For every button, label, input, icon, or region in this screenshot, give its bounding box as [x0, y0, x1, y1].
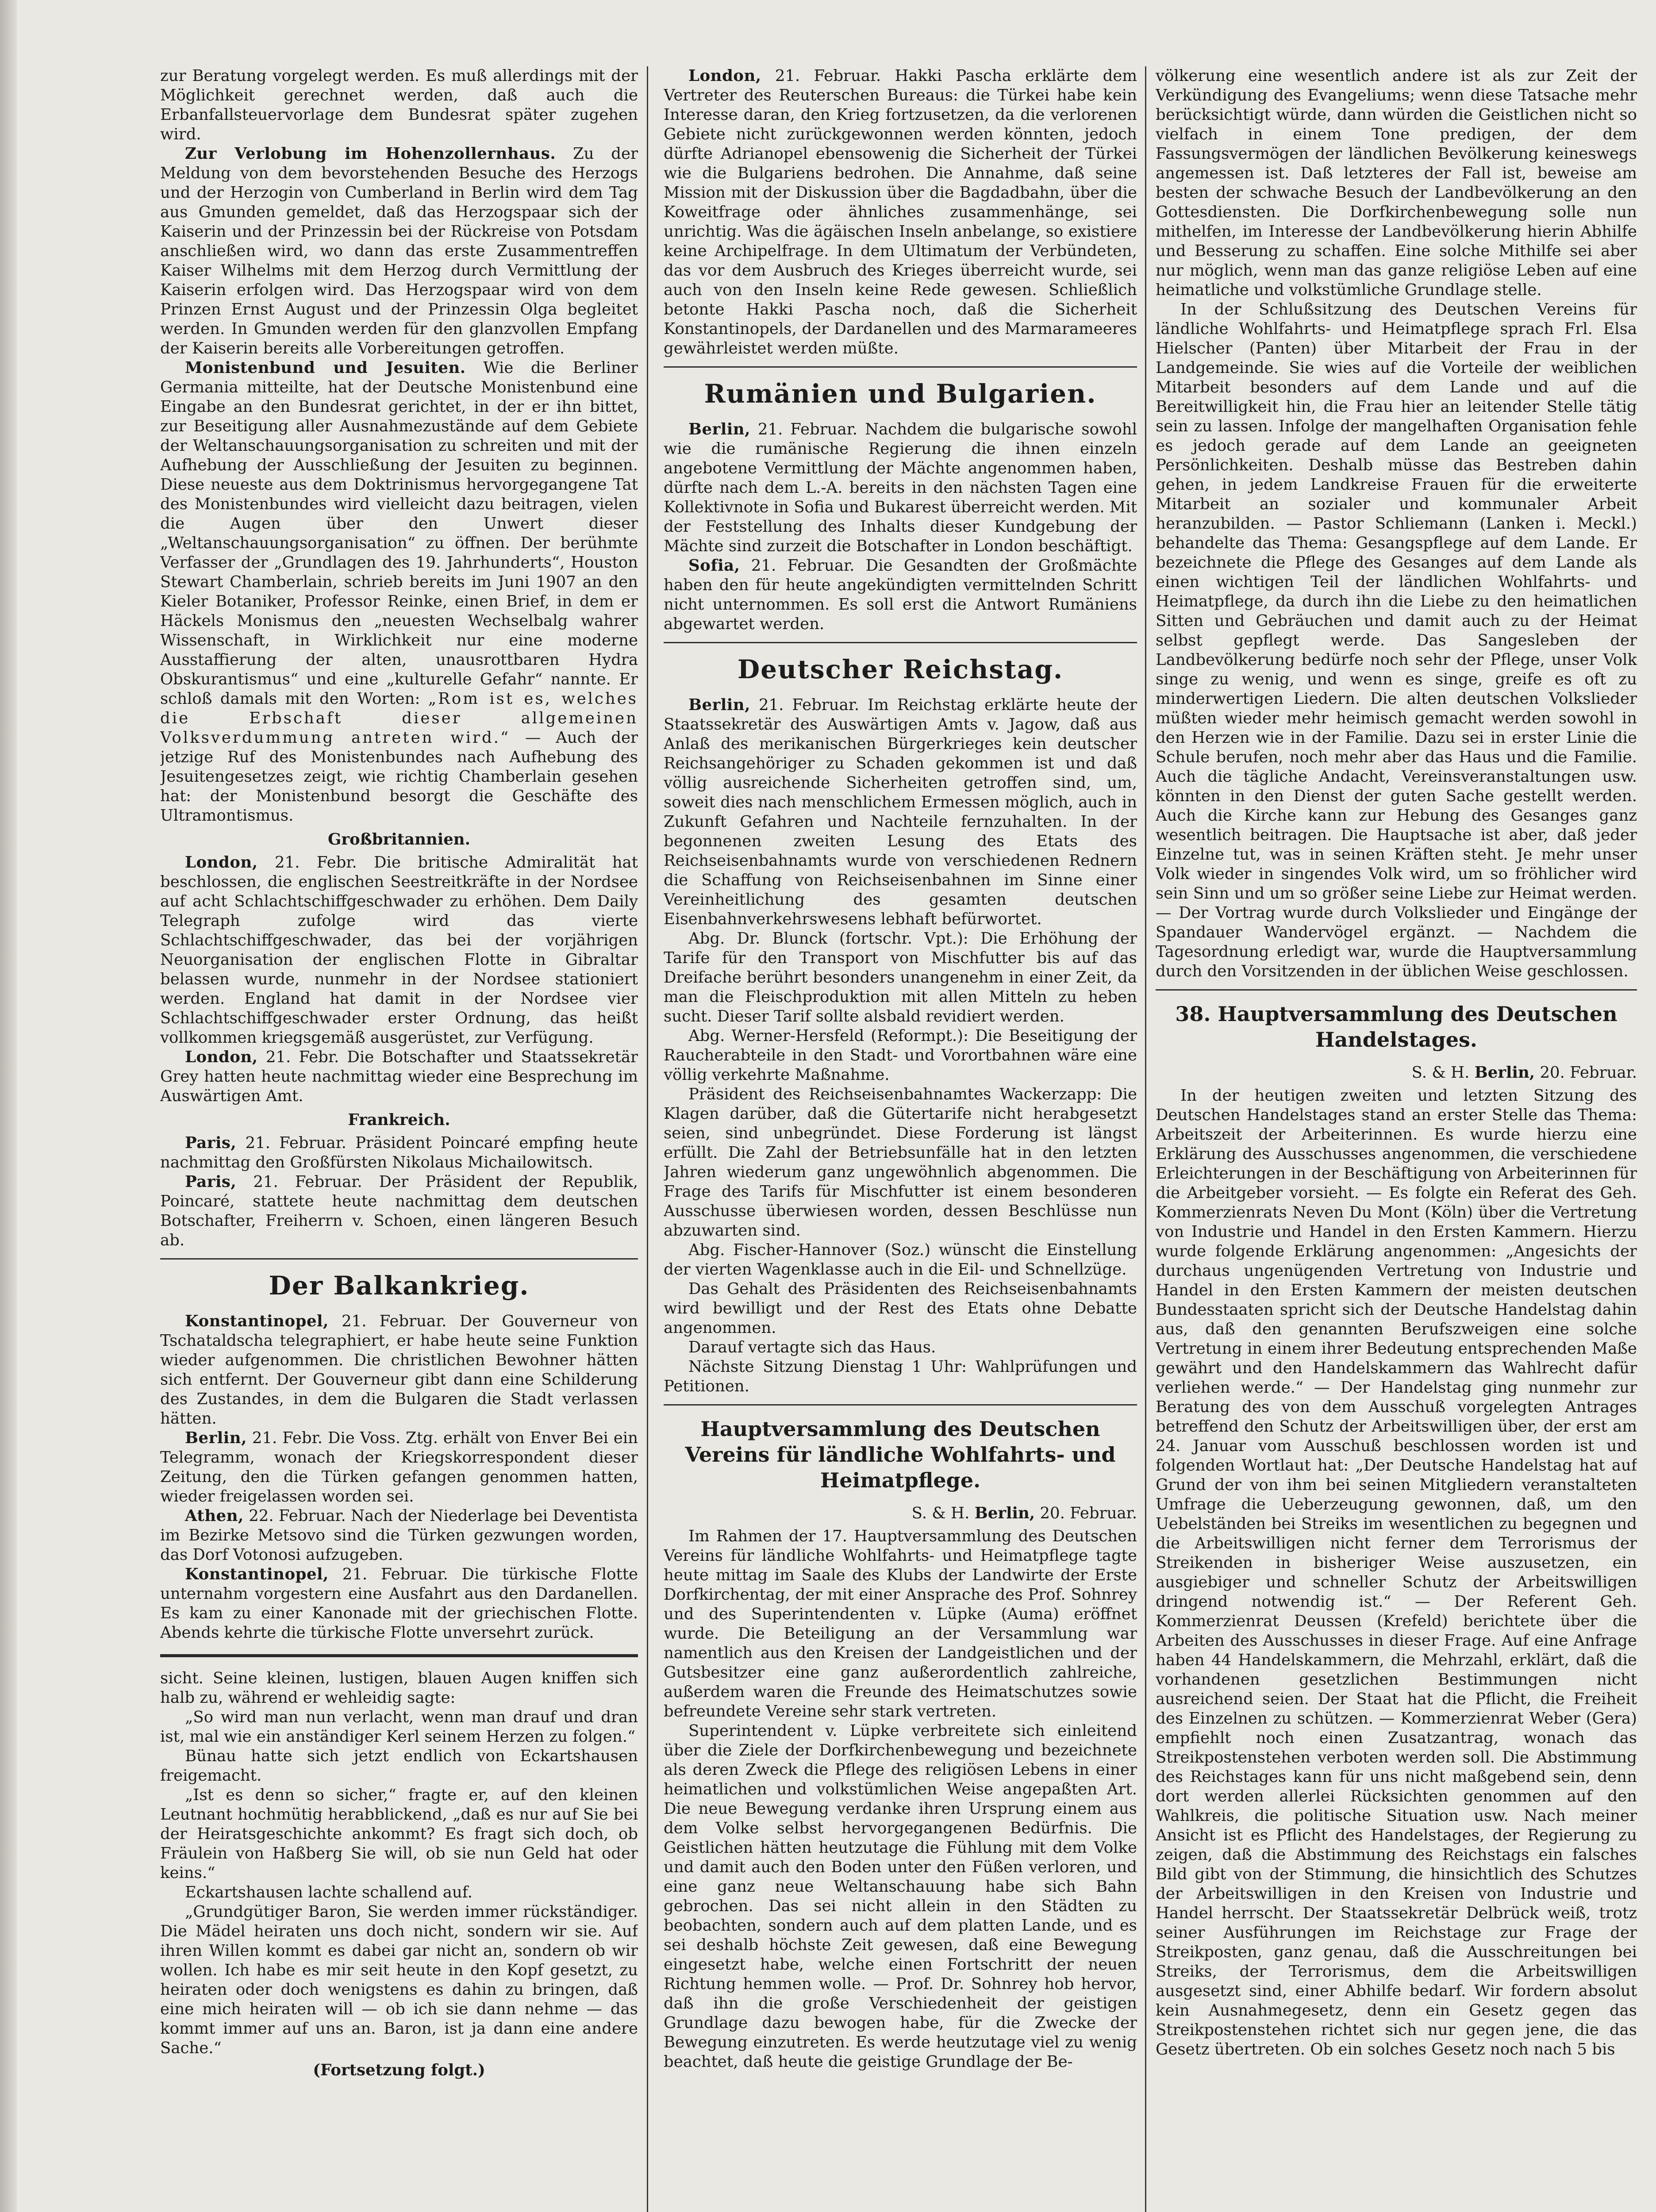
dateline-place: Berlin,	[974, 1504, 1035, 1522]
dateline	[1156, 1063, 1637, 1083]
dateline-place: Sofia,	[688, 557, 740, 575]
paragraph: Nächste Sitzung Dienstag 1 Uhr: Wahlprüfungen und Petitionen.	[664, 1358, 1137, 1395]
column-rule	[647, 66, 648, 2212]
news-text: 21. Febr. Die Botschafter und Staatssekretär Grey hatten heute nachmittag wieder eine Besprechung im Auswärtigen Amt.	[160, 1048, 638, 1105]
news-item	[160, 1133, 638, 1172]
news-item	[664, 420, 1137, 556]
article-text: Zu der Meldung von dem bevorstehenden Besuche des Herzogs und der Herzogin von Cumberland in Berlin wird dem Tag aus Gmunden gemeldet, daß das Herzogspaar sich der Kaiserin und der Prinzessin bei der Rückreise von Potsdam anschließen wird, wo dann das erste Zusammentreffen Kaiser Wilhelms mit dem Herzog durch Vermittlung der Kaiserin erfolgen wird. Das Herzogspaar wird von dem Prinzen Ernst August und der Prinzessin Olga begleitet werden. In Gmunden werden für den glanzvollen Empfang der Kaiserin bereits alle Vorbereitungen getroffen.	[160, 145, 638, 357]
news-text: 21. Februar. Im Reichstag erklärte heute der Staatssekretär des Auswärtigen Amts v. Jagow, daß aus Anlaß des merikanischen Bürgerkrieges kein deutscher Reichsangehöriger zu Schaden gekommen ist und daß völlig ausreichende Sicherheiten getroffen sind, um, soweit dies nach menschlichem Ermessen möglich, auch in Zukunft Gefahren und Nachteile fernzuhalten. In der begonnenen zweiten Lesung des Etats des Reichseisenbahnamts wurde von verschiedenen Rednern die Schaffung von Reichseisenbahnen im Sinne einer Vereinheitlichung des gesamten deutschen Eisenbahnverkehrswesens lebhaft befürwortet.	[664, 696, 1137, 928]
novel-paragraph: sicht. Seine kleinen, lustigen, blauen Augen kniffen sich halb zu, während er wehleidig sagte:	[160, 1669, 638, 1707]
dateline-place: Berlin,	[688, 696, 750, 714]
headline-rumaenien: Rumänien und Bulgarien.	[704, 379, 1097, 409]
paragraph: völkerung eine wesentlich andere ist als zur Zeit der Verkündigung des Evangeliums; wenn diese Tatsache mehr berücksichtigt würde, dann würden die Geistlichen nicht so vielfach in einem Tone predigen, der dem Fassungsvermögen der ländlichen Bevölkerung keineswegs angemessen ist. Daß letzteres der Fall ist, beweise am besten der schwache Besuch der Landbevölkerung an den Gottesdiensten. Die Dorfkirchenbewegung solle nun mithelfen, im Interesse der Landbevölkerung hierin Abhilfe und Besserung zu schaffen. Eine solche Mithilfe sei aber nur möglich, wenn man das ganze religiöse Leben auf eine heimatliche und volkstümliche Grundlage stelle.	[1156, 67, 1637, 299]
news-item	[664, 695, 1137, 929]
news-item	[160, 1048, 638, 1106]
news-item	[160, 1312, 638, 1429]
article-monisten	[160, 358, 638, 826]
divider	[160, 1258, 638, 1260]
column-3	[1156, 66, 1637, 2212]
headline-balkankrieg: Der Balkankrieg.	[269, 1271, 530, 1301]
news-text: 21. Februar. Der Gouverneur von Tschataldscha telegraphiert, er habe heute seine Funktion wieder aufgenommen. Die christlichen Bewohner hätten sich entfernt. Der Gouverneur gibt dann eine Schilderung des Zustandes, in dem die Bulgaren die Stadt verlassen hätten.	[160, 1312, 638, 1428]
dateline	[664, 1504, 1137, 1523]
section-heading-gb: Großbritannien.	[328, 830, 470, 849]
news-text: 21. Februar. Der Präsident der Republik, Poincaré, stattete heute nachmittag dem deutschen Botschafter, Freiherrn v. Schoen, einen längeren Besuch ab.	[160, 1173, 638, 1249]
dateline-place: Paris,	[185, 1134, 237, 1152]
paragraph: Im Rahmen der 17. Hauptversammlung des Deutschen Vereins für ländliche Wohlfahrts- und Heimatpflege tagte heute mittag im Saale des Klubs der Landwirte der Erste Dorfkirchentag, der mit einer Ansprache des Prof. Sohnrey und des Superintendenten v. Lüpke (Auma) eröffnet wurde. Die Beteiligung an der Versammlung war namentlich aus den Kreisen der Landgeistlichen und der Gutsbesitzer eine ganz außerordentlich zahlreiche, außerdem waren die Freunde des Heimatschutzes sowie befreundete Vereine sehr stark vertreten.	[664, 1527, 1137, 1720]
column-rule	[1145, 66, 1146, 2212]
dateline-place: Paris,	[185, 1173, 237, 1191]
novel-paragraph: Bünau hatte sich jetzt endlich von Eckartshausen freigemacht.	[160, 1747, 638, 1785]
article-verlobung	[160, 144, 638, 358]
news-text: 21. Februar. Nachdem die bulgarische sowohl wie die rumänische Regierung die ihnen einzeln angebotene Vermittlung der Mächte angenommen haben, dürfte nach dem L.-A. bereits in den nächsten Tagen eine Kollektivnote in Sofia und Bukarest überreicht werden. Mit der Feststellung des Inhalts dieser Kundgebung der Mächte sind zurzeit die Botschafter in London beschäftigt.	[664, 420, 1137, 555]
page-edge-shadow	[0, 0, 17, 2212]
novel-paragraph: „Grundgütiger Baron, Sie werden immer rückständiger. Die Mädel heiraten uns doch nicht, sondern wir sie. Auf ihren Willen kommt es dabei gar nicht an, sondern ob wir wollen. Ich habe es mir seit heute in den Kopf gesetzt, zu heiraten oder doch wenigstens es dahin zu bringen, daß eine mich heiraten will — ob ich sie dann nehme — das kommt immer auf uns an. Baron, ist ja dann eine andere Sache.“	[160, 1903, 638, 2057]
paragraph: In der Schlußsitzung des Deutschen Vereins für ländliche Wohlfahrts- und Heimatpflege sprach Frl. Elsa Hielscher (Panten) über Mitarbeit der Frau in der Landgemeinde. Sie wies auf die Vorteile der weiblichen Mitarbeit besonders auf dem Lande und auf die Bereitwilligkeit hin, die Frau hier an leitender Stelle tätig sein zu lassen. Infolge der mangelhaften Organisation fehle es jedoch gerade auf dem Lande an geeigneten Persönlichkeiten. Deshalb müsse das Bestreben dahin gehen, in jedem Landkreise Frauen für die erweiterte Mitarbeit an sozialer und kommunaler Arbeit heranzubilden. — Pastor Schliemann (Lanken i. Meckl.) behandelte das Thema: Gesangspflege auf dem Lande. Er bezeichnete die Pflege des Gesanges auf dem Lande als einen wichtigen Teil der ländlichen Wohlfahrts- und Heimatpflege, da durch ihn die Liebe zu den heimatlichen Sitten und Gebräuchen und damit auch zu der Heimat selbst gepflegt werde. Das Sangesleben der Landbevölkerung bedürfe noch sehr der Pflege, unser Volk singe zu wenig, und wenn es singe, greife es oft zu minderwertigen Liedern. Die alten deutschen Volkslieder müßten wieder mehr heimisch gemacht werden sowohl in den Herzen wie in der Familie. Dazu sei in erster Linie die Schule berufen, noch mehr aber das Haus und die Familie. Auch die tägliche Andacht, Vereinsveranstaltungen usw. könnten in den Dienst der guten Sache gestellt werden. Auch die Kirche kann zur Hebung des Gesanges ganz wesentlich beitragen. Die Hauptsache ist aber, daß jeder Einzelne tut, was in seinen Kräften steht. Je mehr unser Volk wieder in singendes Volk wird, um so fröhlicher wird sein Sinn und um so größer seine Liebe zur Heimat werden. — Der Vortrag wurde durch Volkslieder und Eingänge der Spandauer Wandervögel ergänzt. — Nachdem die Tagesordnung erledigt war, wurde die Hauptversammlung durch den Vorsitzenden in der üblichen Weise geschlossen.	[1156, 300, 1637, 980]
article-lead: Monistenbund und Jesuiten.	[185, 359, 466, 377]
article-text: Wie die Berliner Germania mitteilte, hat der Deutsche Monistenbund eine Eingabe an den Bundesrat gerichtet, in der er ihn bittet, zur Beseitigung aller Ausnahmezustände auf dem Gebiete der Weltanschauungsorganisation zu schreiten und mit der Aufhebung der Ausschließung der Jesuiten zu beginnen. Diese neueste aus dem Doktrinismus hervorgegangene Tat des Monistenbundes wird vielleicht dazu beitragen, vielen die Augen über den Unwert dieser „Weltanschauungsorganisation“ zu öffnen. Der berühmte Verfasser der „Grundlagen des 19. Jahrhunderts“, Houston Stewart Chamberlain, schrieb bereits im Juni 1907 an den Kieler Botaniker, Professor Reinke, einen Brief, in dem er Häckels Monismus den „neuesten Wechselbalg wahrer Wissenschaft, in Wirklichkeit nur eine moderne Ausstaffierung der alten, unausrottbaren Hydra Obskurantismus“ und eine „kulturelle Gefahr“ nannte. Er schloß damals mit den Worten:	[160, 359, 638, 708]
news-text: 21. Februar. Hakki Pascha erklärte dem Vertreter des Reuterschen Bureaus: die Türkei habe kein Interesse daran, den Krieg fortzusetzen, da die verlorenen Gebiete nicht zurückgewonnen werden könnten, jedoch dürfte Adrianopel ebensowenig die Sicherheit der Türkei wie die Bulgariens bedrohen. Die Annahme, daß seine Mission mit der Diskussion über die Bagdadbahn, über die Koweitfrage oder ähnliches zusammenhänge, sei unrichtig. Was die ägäischen Inseln anbelange, so existiere keine Archipelfrage. In dem Ultimatum der Verbündeten, das vor dem Ausbruch des Krieges überreicht wurde, sei auch von den Inseln keine Rede gewesen. Schließlich betonte Hakki Pascha noch, daß die Sicherheit Konstantinopels, der Dardanellen und des Marmarameeres gewährleistet werden müßte.	[664, 67, 1137, 357]
section-heading-fr: Frankreich.	[348, 1111, 450, 1129]
dateline-place: Konstantinopel,	[185, 1565, 329, 1583]
divider	[664, 1404, 1137, 1406]
article-lead: Zur Verlobung im Hohenzollernhaus.	[185, 145, 556, 163]
news-text: 21. Febr. Die Voss. Ztg. erhält von Enver Bei ein Telegramm, wonach der Kriegskorrespondent dieser Zeitung, den die Türken gefangen genommen hatten, wieder freigelassen worden sei.	[160, 1429, 638, 1505]
dateline-date: 20. Februar.	[1540, 1064, 1637, 1082]
paragraph: Abg. Fischer-Hannover (Soz.) wünscht die Einstellung der vierten Wagenklasse auch in die Eil- und Schnellzüge.	[664, 1241, 1137, 1279]
news-item	[160, 853, 638, 1048]
dateline-place: Konstantinopel,	[185, 1312, 329, 1330]
paragraph: Das Gehalt des Präsidenten des Reichseisenbahnamts wird bewilligt und der Rest des Etats ohne Debatte angenommen.	[664, 1280, 1137, 1337]
novel-paragraph: „So wird man nun verlacht, wenn man drauf und dran ist, mal wie ein anständiger Kerl seinem Herzen zu folgen.“	[160, 1708, 638, 1746]
paragraph: Präsident des Reichseisenbahnamtes Wackerzapp: Die Klagen darüber, daß die Gütertarife nicht herabgesetzt seien, sind unbegründet. Diese Forderung ist längst erfüllt. Die Zahl der Betriebsunfälle hat in den letzten Jahren wiederum ganz ungewöhnlich abgenommen. Die Frage des Tarifs für Mischfutter ist einem besonderen Ausschusse überwiesen worden, dessen Beschlüsse nun abzuwarten sind.	[664, 1085, 1137, 1240]
novel-paragraph: Eckartshausen lachte schallend auf.	[185, 1883, 473, 1901]
article-text: — Auch der jetzige Ruf des Monistenbundes nach Aufhebung des Jesuitengesetzes zeigt, wie richtig Chamberlain gesehen hat: der Monistenbund besorgt die Geschäfte des Ultramontismus.	[160, 729, 638, 825]
divider	[664, 642, 1137, 643]
dateline-place: Berlin,	[688, 420, 750, 438]
news-text: 21. Februar. Die Gesandten der Großmächte haben den für heute angekündigten vermittelnden Schritt nicht unternommen. Es soll erst die Antwort Rumäniens abgewartet werden.	[664, 557, 1137, 633]
dateline-place: Berlin,	[185, 1429, 247, 1447]
paragraph: Abg. Dr. Blunck (fortschr. Vpt.): Die Erhöhung der Tarife für den Transport von Mischfutter bis auf das Dreifache berührt besonders unangenehm in einer Zeit, da man die Fleischproduktion mit allen Mitteln zu heben sucht. Dieser Tarif sollte alsbald revidiert werden.	[664, 929, 1137, 1025]
news-text: 21. Februar. Die türkische Flotte unternahm vorgestern eine Ausfahrt aus den Dardanellen. Es kam zu einer Kanonade mit der griechischen Flotte. Abends kehrte die türkische Flotte unversehrt zurück.	[160, 1565, 638, 1642]
paragraph: In der heutigen zweiten und letzten Sitzung des Deutschen Handelstages stand an erster Stelle das Thema: Arbeitszeit der Arbeiterinnen. Es wurde hierzu eine Erklärung des Ausschusses angenommen, die verschiedene Erleichterungen in der Beschäftigung von Arbeiterinnen für die Arbeitgeber vorsieht. — Es folgte ein Referat des Geh. Kommerzienrats Neven Du Mont (Köln) über die Vertretung von Industrie und Handel in den Ersten Kammern. Hierzu wurde folgende Erklärung angenommen: „Angesichts der durchaus ungenügenden Vertretung von Industrie und Handel in den Ersten Kammern der meisten deutschen Bundesstaaten spricht sich der Deutsche Handelstag dahin aus, daß den genannten Berufszweigen eine solche Vertretung in einem ihrer Bedeutung entsprechenden Maße gewährt und den Handelskammern das Wahlrecht dafür verliehen werde.“ — Der Handelstag ging nunmehr zur Beratung des von dem Ausschuß vorgelegten Antrages betreffend den Schutz der Arbeitswilligen über, der erst am 24. Januar vom Ausschuß beschlossen worden ist und folgenden Wortlaut hat: „Der Deutsche Handelstag hat auf Grund der von ihm bei seinen Mitgliedern veranstalteten Umfrage die Ueberzeugung gewonnen, daß, um den Uebelständen bei Streiks im wesentlichen zu begegnen und die Arbeitswilligen nicht ferner dem Terrorismus der Streikenden in bisheriger Weise auszusetzen, ein ausgiebiger und schneller Schutz der Arbeitswilligen dringend notwendig ist.“ — Der Referent Geh. Kommerzienrat Deussen (Krefeld) berichtete über die Arbeiten des Ausschusses in dieser Frage. Auf eine Anfrage haben 44 Handelskammern, die Mehrzahl, erklärt, daß die vorhandenen gesetzlichen Bestimmungen nicht ausreichend seien. Der Staat hat die Pflicht, die Freiheit des Einzelnen zu schützen. — Kommerzienrat Weber (Gera) empfiehlt noch einen Zusatzantrag, wonach das Streikpostenstehen verboten werden soll. Die Abstimmung des Reichstages kann für uns nicht maßgebend sein, denn dort werden allerlei Rücksichten genommen auf den Wahlkreis, die politische Situation usw. Nach meiner Ansicht ist es Pflicht des Handelstages, der Regierung zu zeigen, daß die Abstimmung des Reichstags ein falsches Bild gibt von der Stimmung, die hinsichtlich des Schutzes der Arbeitswilligen in den Kreisen von Industrie und Handel herrscht. Der Staatssekretär Delbrück weiß, trotz seiner Ausführungen im Reichstage zur Frage der Streikposten, ganz genau, daß die Ausschreitungen bei Streiks, der Terrorismus, dem die Arbeitswilligen ausgesetzt sind, einer Abhilfe bedarf. Wir fordern absolut kein Ausnahmegesetz, denn ein Gesetz gegen das Streikpostenstehen richtet sich nur gegen jene, die das Gesetz übertreten. Ob ein solches Gesetz noch nach 5 bis	[1156, 1087, 1637, 2058]
divider	[1156, 989, 1637, 991]
news-item	[160, 1172, 638, 1250]
column-1	[160, 66, 638, 2212]
novel-paragraph: „Ist es denn so sicher,“ fragte er, auf den kleinen Leutnant hochmütig herabblickend, „daß es nur auf Sie bei der Heiratsgeschichte ankommt? Es fragt sich doch, ob Fräulein von Haßberg Sie will, ob sie nun Geld hat oder keins.“	[160, 1786, 638, 1882]
news-item	[160, 1565, 638, 1643]
news-text: 22. Februar. Nach der Niederlage bei Deventista im Bezirke Metsovo sind die Türken gezwungen worden, das Dorf Votonosi aufzugeben.	[160, 1507, 638, 1564]
news-item	[160, 1429, 638, 1506]
news-text: 21. Februar. Präsident Poincaré empfing heute nachmittag den Großfürsten Nikolaus Michailowitsch.	[160, 1134, 638, 1171]
news-item	[160, 1506, 638, 1565]
news-item	[664, 66, 1137, 358]
quote: „Rom ist es, welches die Erbschaft dieser allgemeinen Volksverdummung antreten wird.“	[160, 690, 638, 747]
dateline-place: London,	[688, 67, 761, 85]
continuation-note: (Fortsetzung folgt.)	[313, 2061, 485, 2079]
headline-reichstag: Deutscher Reichstag.	[737, 654, 1064, 684]
dateline-place: London,	[185, 1048, 258, 1066]
headline-hauptversammlung-verein: Hauptversammlung des Deutschen Vereins für ländliche Wohlfahrts- und Heimatpflege.	[685, 1417, 1116, 1492]
headline-handelstag: 38. Hauptversammlung des Deutschen Handelstages.	[1175, 1002, 1618, 1052]
dateline-place: London,	[185, 853, 258, 872]
dateline-source: S. & H.	[1411, 1064, 1470, 1082]
paragraph: Darauf vertagte sich das Haus.	[688, 1338, 936, 1356]
column-2	[664, 66, 1137, 2212]
news-item	[664, 556, 1137, 634]
dateline-place: Athen,	[185, 1507, 244, 1525]
dateline-date: 20. Februar.	[1040, 1504, 1137, 1522]
dateline-source: S. & H.	[911, 1504, 970, 1522]
paragraph: Superintendent v. Lüpke verbreitete sich einleitend über die Ziele der Dorfkirchenbewegung und bezeichnete als deren Zweck die Pflege des religiösen Lebens in einer heimatlichen und volkstümlichen Weise angepaßten Art. Die neue Bewegung verdanke ihren Ursprung einem aus dem Volke selbst hervorgegangenen Bedürfnis. Die Geistlichen hätten heutzutage die Fühlung mit dem Volke und damit auch den Boden unter den Füßen verloren, und eine ganz neue Weltanschauung habe sich Bahn gebrochen. Das sei nicht allein in den Städten zu beobachten, sondern auch auf dem platten Lande, und es sei deshalb höchste Zeit gewesen, daß eine Bewegung eingesetzt habe, welche einen Fortschritt der neuen Richtung hemmen wolle. — Prof. Dr. Sohnrey hob hervor, daß ihn die große Verschiedenheit der geistigen Grundlage dazu bewogen habe, für die Zwecke der Bewegung einzutreten. Es werde heutzutage viel zu wenig beachtet, daß heute die geistige Grundlage der Be-	[664, 1722, 1137, 2071]
divider	[664, 366, 1137, 368]
feuilleton-divider	[160, 1654, 638, 1657]
dateline-place: Berlin,	[1474, 1064, 1535, 1082]
news-text: 21. Febr. Die britische Admiralität hat beschlossen, die englischen Seestreitkräfte in der Nordsee auf acht Schlachtschiffgeschwader zu erhöhen. Dem Daily Telegraph zufolge wird das vierte Schlachtschiffgeschwader, das bei der vorjährigen Neuorganisation der englischen Flotte in Gibraltar belassen wurde, nunmehr in der Nordsee stationiert werden. England hat damit in der Nordsee vier Schlachtschiffgeschwader erster Ordnung, das heißt vollkommen kriegsgemäß ausgerüstet, zur Verfügung.	[160, 853, 638, 1047]
paragraph: zur Beratung vorgelegt werden. Es muß allerdings mit der Möglichkeit gerechnet werden, daß auch die Erbanfallsteuervorlage dem Bundesrat später zugehen wird.	[160, 67, 638, 143]
paragraph: Abg. Werner-Hersfeld (Reformpt.): Die Beseitigung der Raucherabteile in den Stadt- und Vorortbahnen wäre eine völlig verkehrte Maßnahme.	[664, 1027, 1137, 1084]
